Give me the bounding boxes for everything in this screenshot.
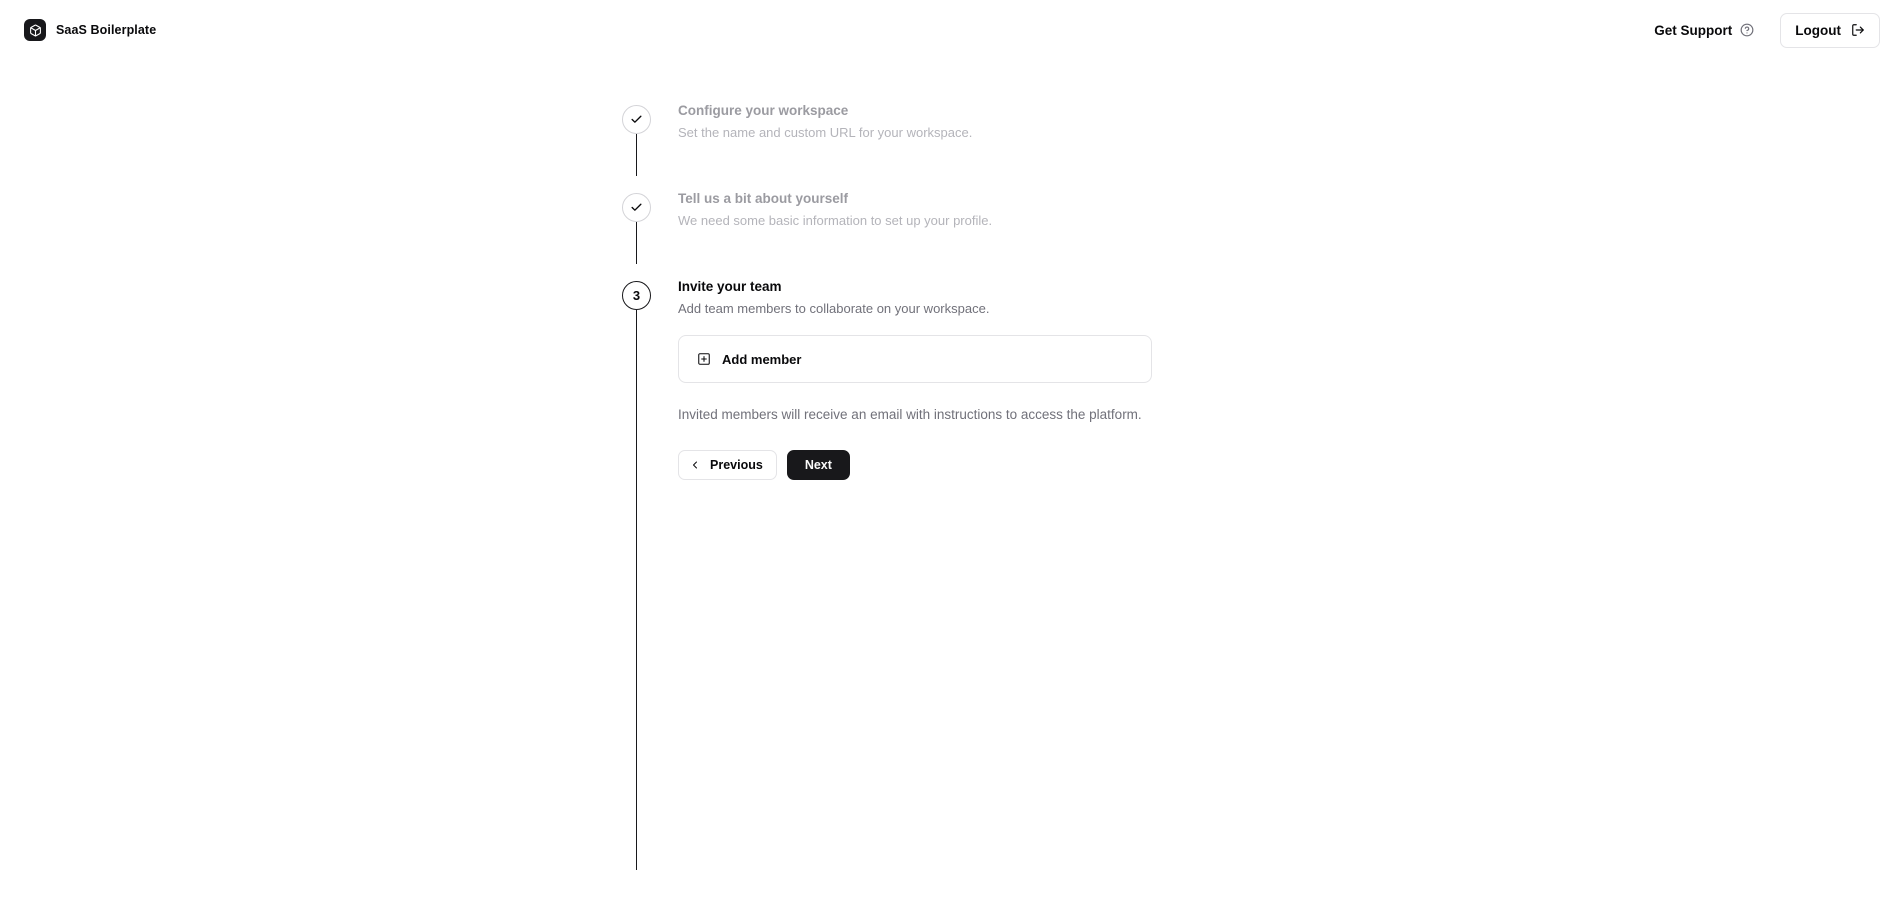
add-member-button[interactable] xyxy=(678,335,1152,383)
step-marker-3[interactable] xyxy=(622,281,651,310)
get-support-button[interactable] xyxy=(1644,15,1764,46)
step-body xyxy=(678,264,1322,480)
onboarding-page xyxy=(0,60,1904,900)
step-connector xyxy=(636,134,637,176)
brand xyxy=(24,19,156,41)
step-connector xyxy=(636,222,637,264)
step-title: Configure your workspace xyxy=(678,103,849,118)
step-invite-team xyxy=(622,264,1322,480)
step-marker-2[interactable] xyxy=(622,193,651,222)
step-body xyxy=(678,88,1322,142)
step-configure-workspace xyxy=(622,88,1322,176)
next-button[interactable]: Next xyxy=(787,450,850,480)
step-description: Add team members to collaborate on your workspace. xyxy=(678,301,990,316)
check-icon xyxy=(630,113,643,126)
step-title: Invite your team xyxy=(678,279,782,294)
check-icon xyxy=(630,201,643,214)
header-actions xyxy=(1644,13,1880,48)
previous-label: Previous xyxy=(710,458,763,472)
step-description: We need some basic information to set up your profile. xyxy=(678,213,993,228)
plus-square-icon xyxy=(697,352,711,366)
logout-label: Logout xyxy=(1795,22,1841,38)
logout-button[interactable] xyxy=(1780,13,1880,48)
chevron-left-icon xyxy=(689,459,701,471)
invite-team-content xyxy=(678,335,1322,480)
brand-name: SaaS Boilerplate xyxy=(56,23,157,37)
step-body xyxy=(678,176,1322,230)
app-header xyxy=(0,0,1904,60)
invite-hint: Invited members will receive an email with instructions to access the platform. xyxy=(678,407,1142,422)
support-label: Get Support xyxy=(1654,22,1733,38)
onboarding-stepper xyxy=(622,88,1322,480)
step-connector xyxy=(636,310,637,870)
step-actions xyxy=(678,450,1322,480)
cube-logo-icon xyxy=(24,19,46,41)
previous-button[interactable] xyxy=(678,450,777,480)
step-description: Set the name and custom URL for your workspace. xyxy=(678,125,973,140)
add-member-label: Add member xyxy=(722,351,802,367)
step-marker-1[interactable] xyxy=(622,105,651,134)
help-circle-icon xyxy=(1740,23,1754,37)
log-out-icon xyxy=(1851,23,1865,37)
step-number: 3 xyxy=(632,288,641,303)
step-title: Tell us a bit about yourself xyxy=(678,191,849,206)
step-about-yourself xyxy=(622,176,1322,264)
